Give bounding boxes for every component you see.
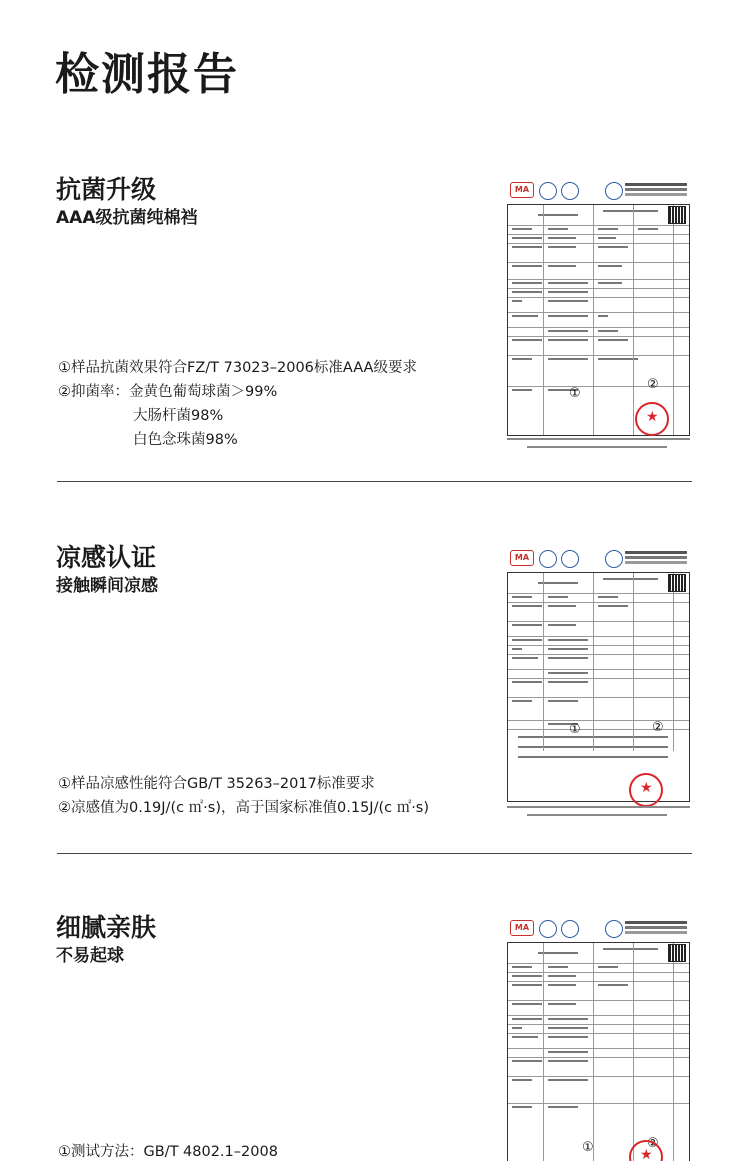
note-line: ①样品凉感性能符合GB/T 35263–2017标准要求 [58,776,375,792]
test-report-image [507,918,690,1161]
report-logos [507,180,690,202]
marker-1: ① [569,386,581,401]
page-title: 检测报告 [55,49,239,100]
institute-name-lines [625,183,687,186]
report-table [507,942,690,1161]
marker-1: ① [569,722,581,737]
section-subtitle: 不易起球 [56,946,124,966]
qr-code-icon [668,944,686,962]
cnas-logo [561,182,579,200]
qr-code-icon [668,206,686,224]
section-divider [57,481,692,482]
institute-name-lines [625,921,687,924]
ilac-logo [539,182,557,200]
note-line: 白色念珠菌98% [133,432,238,448]
report-table [507,572,690,802]
marker-2: ② [647,1136,659,1151]
institute-logo [605,182,623,200]
cnas-logo [561,920,579,938]
note-line: ②抑菌率：金黄色葡萄球菌＞99% [58,384,278,400]
marker-2: ② [647,377,659,392]
cma-logo: MA [510,182,534,198]
section-divider [57,853,692,854]
report-logos [507,918,690,940]
marker-1: ① [582,1140,594,1155]
section-title: 细腻亲肤 [56,913,157,942]
cma-logo: MA [510,550,534,566]
section-subtitle: 接触瞬间凉感 [56,576,158,596]
red-seal-icon [635,402,669,436]
cnas-logo [561,550,579,568]
cma-logo: MA [510,920,534,936]
section-subtitle: AAA级抗菌纯棉裆 [56,208,198,228]
test-report-image [507,180,690,455]
section-title: 凉感认证 [56,543,157,572]
institute-logo [605,550,623,568]
ilac-logo [539,550,557,568]
note-line: ①测试方法：GB/T 4802.1–2008 [58,1144,278,1160]
red-seal-icon [629,773,663,807]
section-title: 抗菌升级 [56,175,157,204]
institute-logo [605,920,623,938]
ilac-logo [539,920,557,938]
note-line: ①样品抗菌效果符合FZ/T 73023–2006标准AAA级要求 [58,360,417,376]
report-logos [507,548,690,570]
marker-2: ② [652,720,664,735]
test-report-image [507,548,690,823]
note-line: 大肠杆菌98% [133,408,224,424]
qr-code-icon [668,574,686,592]
institute-name-lines [625,551,687,554]
report-table [507,204,690,436]
note-line: ②凉感值为0.19J/(c ㎡·s)，高于国家标准值0.15J/(c ㎡·s) [58,800,430,816]
